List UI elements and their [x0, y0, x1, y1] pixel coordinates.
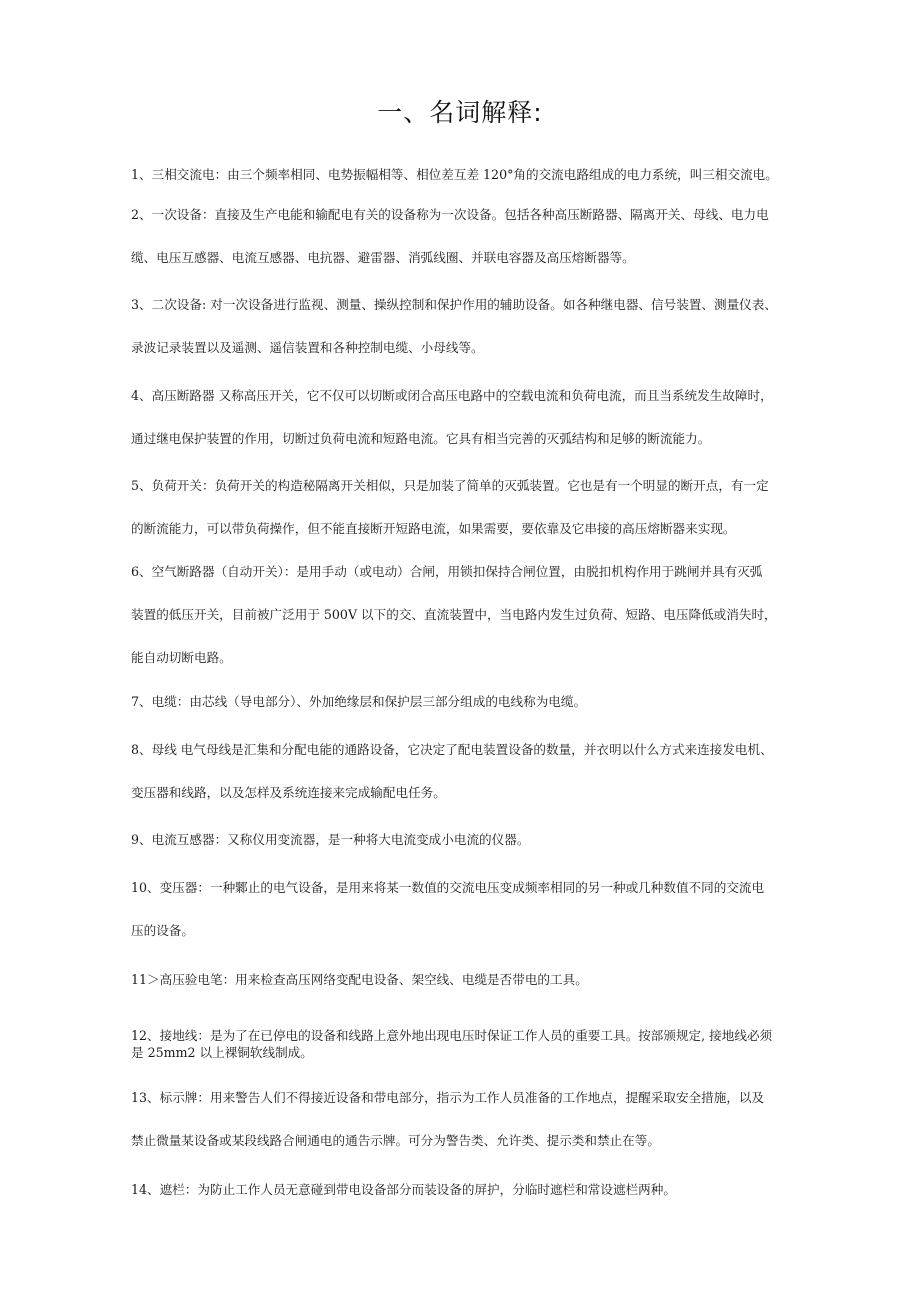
- definition-3: [131, 283, 811, 369]
- definition-line: 9、电流互感器：又称仪用变流器，是一种将大电流变成小电流的仪器。: [131, 832, 530, 847]
- definition-line: 14、遮栏：为防止工作人员无意碰到带电设备部分而装设备的屏护，分临时遮栏和常设遮栏两种。: [131, 1182, 676, 1197]
- definition-10: [131, 866, 811, 952]
- definition-line: 13、标示牌：用来警告人们不得接近设备和带电部分，指示为工作人员准备的工作地点，提醒采取安全措施，以及: [131, 1090, 765, 1105]
- definition-6: [131, 550, 811, 679]
- definition-line: 12、接地线：是为了在已停电的设备和线路上意外地出现电压时保证工作人员的重要工具。按部颁规定, 接地线必须: [131, 1028, 773, 1043]
- definition-line: 变压器和线路，以及怎样及系统连接来完成输配电任务。: [131, 785, 446, 800]
- definition-12: [131, 1027, 811, 1061]
- definition-line: 7、电缆：由芯线（导电部分）、外加绝缘层和保护层三部分组成的电线称为电缆。: [131, 694, 587, 709]
- definition-line: 4、高压断路器 又称高压开关，它不仅可以切断或闭合高压电路中的空载电流和负荷电流，而且当系统发生故障时，: [131, 388, 773, 403]
- page-title: 一、名词解释:: [377, 98, 543, 127]
- definition-13: [131, 1076, 811, 1162]
- definition-line: 1、三相交流电：由三个频率相同、电势振幅相等、相位差互差 120°角的交流电路组成的电力系统，叫三相交流电。: [131, 167, 778, 182]
- definition-line: 2、一次设备：直接及生产电能和输配电有关的设备称为一次设备。包括各种高压断路器、隔离开关、母线、电力电: [131, 207, 769, 222]
- definition-line: 8、母线 电气母线是汇集和分配电能的通路设备，它决定了配电装置设备的数量，并衣明以什么方式来连接发电机、: [131, 742, 773, 757]
- definition-line: 能自动切断电路。: [131, 650, 232, 665]
- definition-line: 通过继电保护装置的作用，切断过负荷电流和短路电流。它具有相当完善的灭弧结构和足够的断流能力。: [131, 431, 711, 446]
- definition-line: 11＞高压验电笔：用来检查高压网络变配电设备、架空线、电缆是否带电的工具。: [131, 972, 588, 987]
- definition-line: 3、二次设备: 对一次设备进行监视、测量、操纵控制和保护作用的辅助设备。如各种继电器、信号装置、测量仪表、: [131, 297, 777, 312]
- definition-line: 的断流能力，可以带负荷操作，但不能直接断开短路电流，如果需要，要依靠及它串接的高压熔断器来实现。: [131, 521, 736, 536]
- definition-line: 6、空气断路器（自动开关）：是用手动（或电动）合闸，用锁扣保持合闸位置，由脱扣机构作用于跳闸并具有灭弧: [131, 564, 763, 579]
- definition-8: [131, 728, 811, 814]
- definition-7: [131, 680, 811, 723]
- definition-line: 缆、电压互感器、电流互感器、电抗器、避雷器、消弧线圈、并联电容器及高压熔断器等。: [131, 250, 635, 265]
- definition-line: 10、变压器：一种鄹止的电气设备，是用来将某一数值的交流电压变成频率相同的另一种或几种数值不同的交流电: [131, 880, 765, 895]
- definition-line: 是 25mm2 以上裸铜软线制成。: [131, 1045, 313, 1060]
- definition-1: [131, 153, 811, 196]
- definition-9: [131, 818, 811, 861]
- definition-2: [131, 193, 811, 279]
- definition-11: [131, 958, 811, 1001]
- definition-line: 录波记录装置以及遥测、遥信装置和各种控制电缆、小母线等。: [131, 340, 484, 355]
- definition-14: [131, 1168, 811, 1211]
- definition-5: [131, 464, 811, 550]
- definition-line: 压的设备。: [131, 923, 194, 938]
- definition-line: 禁止微量某设备或某段线路合闸通电的通告示牌。可分为警告类、允许类、提示类和禁止在等。: [131, 1133, 660, 1148]
- definition-line: 装置的低压开关，目前被广泛用于 500V 以下的交、直流装置中，当电路内发生过负荷、短路、电压降低或消失时，: [131, 607, 777, 622]
- definition-line: 5、负荷开关：负荷开关的构造秘隔离开关相似，只是加装了简单的灭弧装置。它也是有一个明显的断开点，有一定: [131, 478, 769, 493]
- definition-4: [131, 374, 811, 460]
